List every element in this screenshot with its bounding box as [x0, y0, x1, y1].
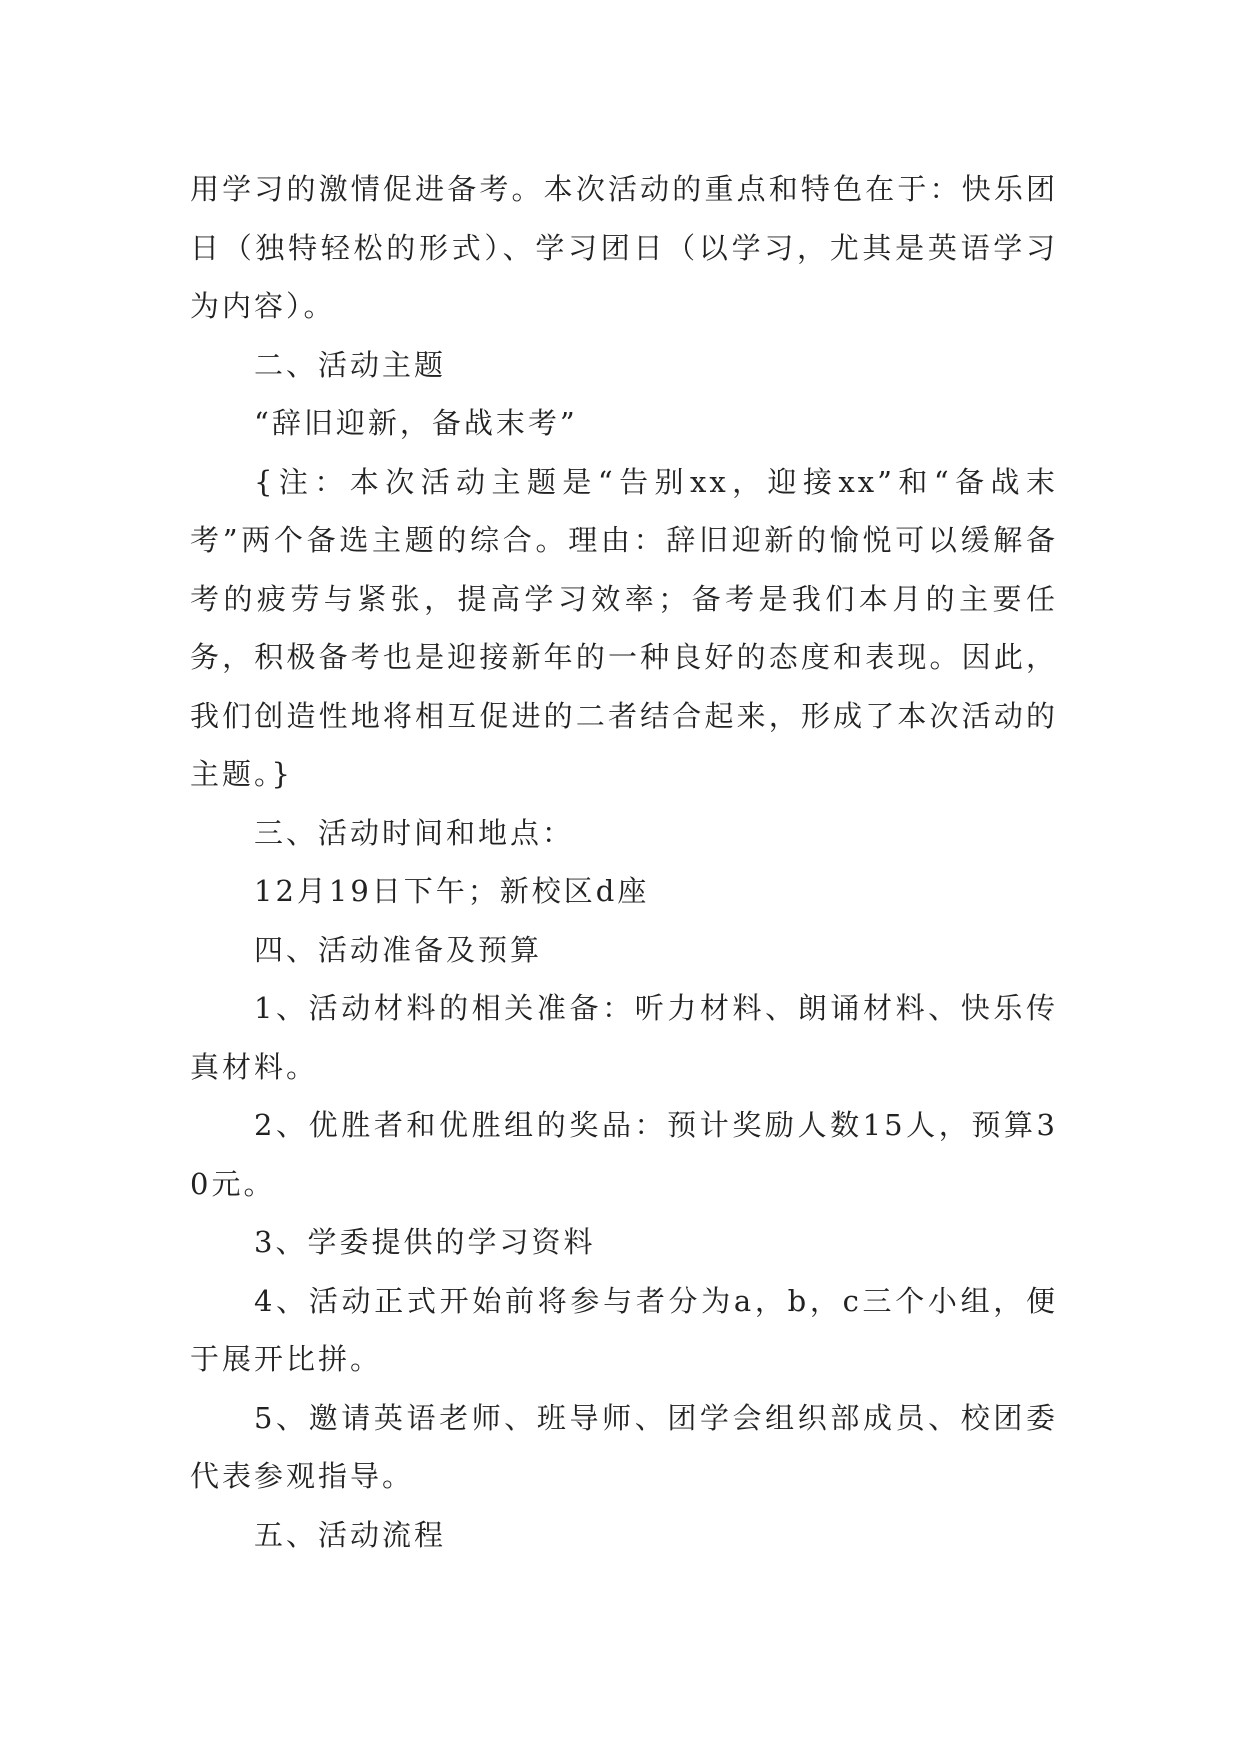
paragraph-intro-continuation: 用学习的激情促进备考。本次活动的重点和特色在于：快乐团日（独特轻松的形式）、学习团日（以学习，尤其是英语学习为内容）。: [190, 172, 1058, 323]
paragraph-time-and-place: 12月19日下午；新校区d座: [254, 874, 650, 908]
heading-time-and-place: 三、活动时间和地点：: [254, 815, 575, 850]
heading-preparation-budget: 四、活动准备及预算: [254, 932, 543, 967]
document-page: [190, 160, 1058, 1564]
paragraph-theme-note: {注：本次活动主题是“告别xx，迎接xx”和“备战末考”两个备选主题的综合。理由：辞旧迎新的愉悦可以缓解备考的疲劳与紧张，提高学习效率；备考是我们本月的主要任务，积极备考也是迎接新年的一种良好的态度和表现。因此，我们创造性地将相互促进的二者结合起来，形成了本次活动的主题。}: [190, 464, 1058, 791]
list-item-study-materials: 3、学委提供的学习资料: [254, 1225, 596, 1259]
heading-activity-process: 五、活动流程: [254, 1517, 447, 1552]
theme-slogan: “辞旧迎新，备战末考”: [254, 406, 578, 440]
list-item-materials: 1、活动材料的相关准备：听力材料、朗诵材料、快乐传真材料。: [190, 991, 1058, 1084]
list-item-prizes: 2、优胜者和优胜组的奖品：预计奖励人数15人，预算30元。: [190, 1108, 1058, 1201]
list-item-groups: 4、活动正式开始前将参与者分为a，b，c三个小组，便于展开比拼。: [190, 1283, 1058, 1376]
heading-activity-theme: 二、活动主题: [254, 347, 447, 382]
list-item-invitations: 5、邀请英语老师、班导师、团学会组织部成员、校团委代表参观指导。: [190, 1400, 1058, 1493]
